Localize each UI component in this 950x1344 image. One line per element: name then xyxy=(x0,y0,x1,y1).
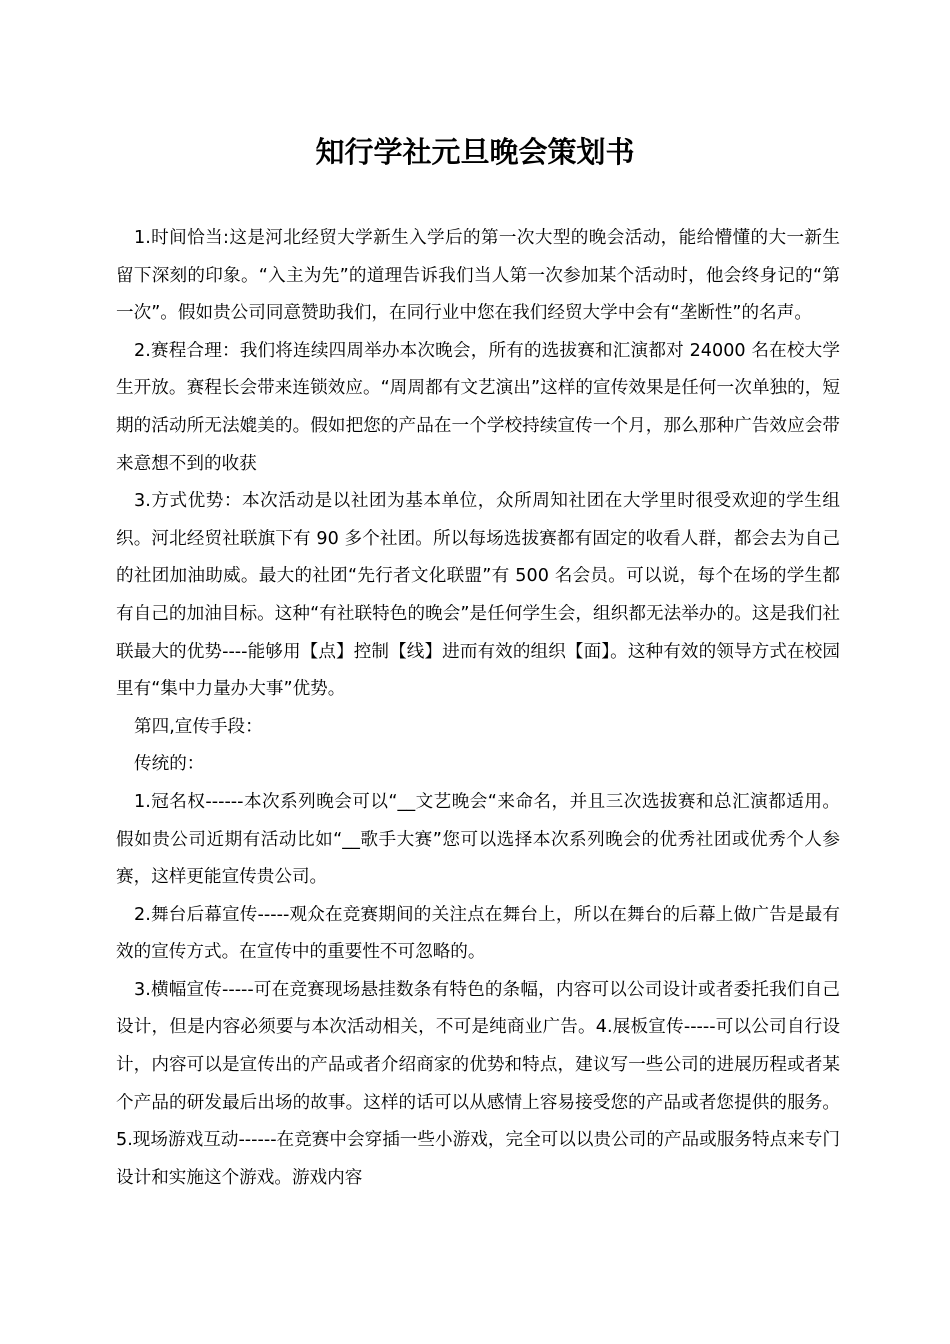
document-title: 知行学社元旦晚会策划书 xyxy=(315,135,635,169)
paragraph-schedule: 2.赛程合理：我们将连续四周举办本次晚会，所有的选拔赛和汇演都对 24000 名在校大学生开放。赛程长会带来连锁效应。“周周都有文艺演出”这样的宣传效果是任何一次单独的，短期的活动所无法媲美的。假如把您的产品在一个学校持续宣传一个月，那么那种广告效应会带来意想不到的收获 xyxy=(116,340,840,474)
document-body xyxy=(116,220,840,1197)
subheading-traditional: 传统的： xyxy=(134,754,205,775)
paragraph-stage-backdrop: 2.舞台后幕宣传-----观众在竞赛期间的关注点在舞台上，所以在舞台的后幕上做广告是最有效的宣传方式。在宣传中的重要性不可忽略的。 xyxy=(116,904,840,963)
paragraph-timing: 1.时间恰当:这是河北经贸大学新生入学后的第一次大型的晚会活动，能给懵懂的大一新生留下深刻的印象。“入主为先”的道理告诉我们当人第一次参加某个活动时，他会终身记的“第一次”。假如贵公司同意赞助我们，在同行业中您在我们经贸大学中会有“垄断性”的名声。 xyxy=(116,228,840,324)
paragraph-naming-rights: 1.冠名权------本次系列晚会可以“__文艺晚会“来命名，并且三次选拔赛和总汇演都适用。假如贵公司近期有活动比如“__歌手大赛”您可以选择本次系列晚会的优秀社团或优秀个人参赛，这样更能宣传贵公司。 xyxy=(116,791,840,888)
paragraph-banners: 3.横幅宣传-----可在竞赛现场悬挂数条有特色的条幅，内容可以公司设计或者委托我们自己设计，但是内容必须要与本次活动相关，不可是纯商业广告。4.展板宣传-----可以公司自行设计，内容可以是宣传出的产品或者介绍商家的优势和特点，建议写一些公司的进展历程或者某个产品的研发最后出场的故事。这样的话可以从感情上容易接受您的产品或者您提供的服务。5.现场游戏互动------在竞赛中会穿插一些小游戏，完全可以以贵公司的产品或服务特点来专门设计和实施这个游戏。游戏内容 xyxy=(116,979,840,1188)
paragraph-method-advantage: 3.方式优势：本次活动是以社团为基本单位，众所周知社团在大学里时很受欢迎的学生组织。河北经贸社联旗下有 90 多个社团。所以每场选拔赛都有固定的收看人群，都会去为自己的社团加油助威。最大的社团“先行者文化联盟”有 500 名会员。可以说，每个在场的学生都有自己的加油目标。这种“有社联特色的晚会”是任何学生会，组织都无法举办的。这是我们社联最大的优势----能够用【点】控制【线】进而有效的组织【面】。这种有效的领导方式在校园里有“集中力量办大事”优势。 xyxy=(116,491,840,700)
section-heading-promotion: 第四,宣传手段： xyxy=(134,716,263,737)
